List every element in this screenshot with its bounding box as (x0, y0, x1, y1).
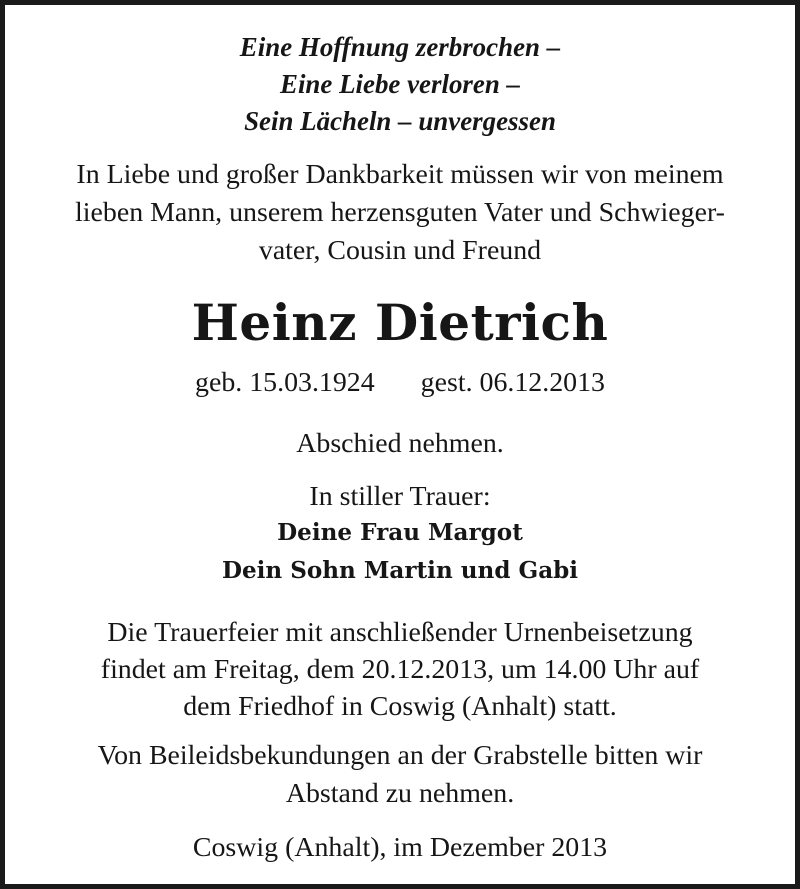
motto-line-1: Eine Hoffnung zerbrochen – (239, 32, 561, 62)
life-dates (5, 365, 795, 401)
condolence-line-2: Abstand zu nehmen. (285, 778, 515, 809)
deceased-name: Heinz Dietrich (191, 293, 609, 352)
birth-date: geb. 15.03.1924 (195, 367, 375, 398)
farewell-text: Abschied nehmen. (296, 428, 504, 459)
ceremony-line-1: Die Trauerfeier mit anschließender Urnenbeisetzung (107, 617, 693, 648)
mourners-intro: In stiller Trauer: (309, 481, 491, 512)
ceremony-line-2: findet am Freitag, dem 20.12.2013, um 14.00 Uhr auf (100, 654, 700, 685)
mourner-son: Dein Sohn Martin und Gabi (221, 557, 579, 584)
motto-line-2: Eine Liebe verloren – (279, 69, 520, 99)
ceremony-line-3: dem Friedhof in Coswig (Anhalt) statt. (183, 691, 617, 722)
place-and-date: Coswig (Anhalt), im Dezember 2013 (192, 832, 608, 863)
intro-line-2: lieben Mann, unserem herzensguten Vater und Schwieger- (75, 197, 725, 228)
intro-line-3: vater, Cousin und Freund (258, 235, 542, 266)
intro-line-1: In Liebe und großer Dankbarkeit müssen wir von meinem (76, 159, 724, 190)
mourner-wife: Deine Frau Margot (277, 519, 523, 546)
condolence-line-1: Von Beileidsbekundungen an der Grabstelle bitten wir (97, 740, 703, 771)
death-date: gest. 06.12.2013 (420, 367, 605, 398)
motto-line-3: Sein Lächeln – unvergessen (244, 106, 556, 136)
